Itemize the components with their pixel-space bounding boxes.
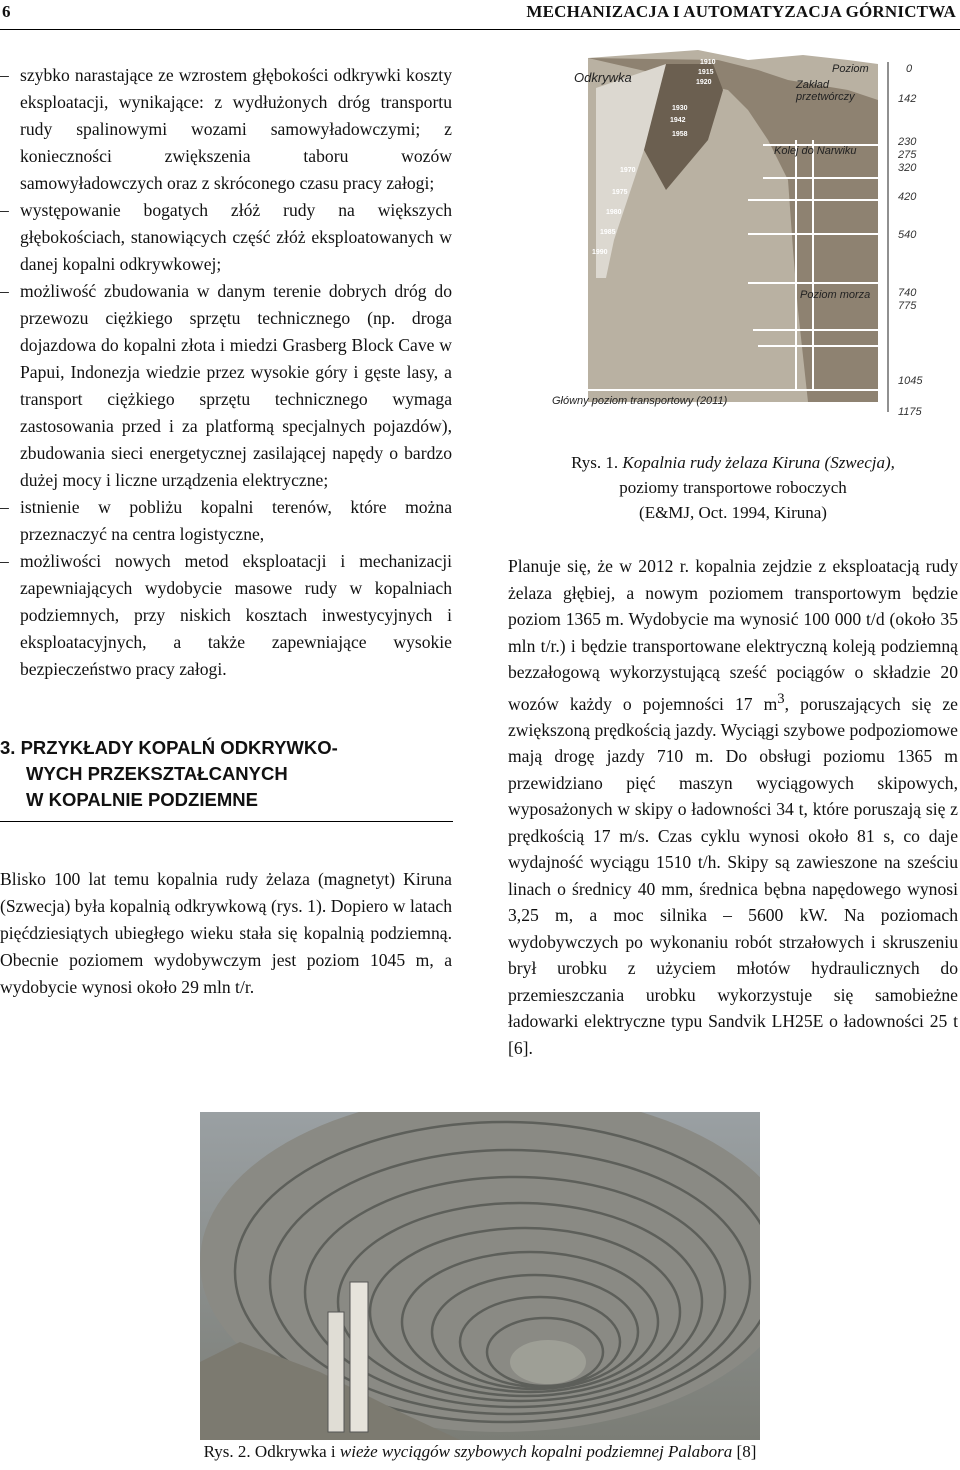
pit-floor (510, 1340, 586, 1384)
level-label: 775 (898, 300, 917, 312)
open-pit-photo (200, 1112, 760, 1440)
year-label: 1985 (600, 229, 616, 236)
list-item: – możliwości nowych metod eksploatacji i mechanizacji zapewniających wydobycie masowe rudy w kopalniach podziemnych, przy niskich kosztach inwestycyjnych i eksploatacyjnych, a także zapewniające wysokie bezpieczeństwo pracy załogi. (0, 551, 452, 679)
bullet-list (0, 62, 452, 683)
section-heading (0, 735, 453, 822)
main-level-label: Główny poziom transportowy (2011) (552, 395, 728, 407)
year-label: 1970 (620, 167, 636, 174)
body-paragraph: Blisko 100 lat temu kopalnia rudy żelaza (magnetyt) Kiruna (Szwecja) była kopalnią odkrywkową (rys. 1). Dopiero w latach pięćdziesiątych ubiegłego wieku stała się kopalnią podziemną. Obecnie poziomem wydobywczym jest poziom 1045 m, a wydobycie wynosi około 29 mln t/r. (0, 869, 452, 997)
sea-level-label: Poziom morza (800, 289, 871, 301)
level-label: 1175 (898, 406, 922, 418)
level-label: 230 (898, 136, 917, 148)
year-label: 1958 (672, 131, 688, 138)
section-heading-line: W KOPALNIE PODZIEMNE (26, 789, 258, 810)
level-header-label: Poziom (832, 63, 869, 75)
kiruna-cross-section-diagram (548, 50, 960, 422)
diagram-left-margin (548, 50, 588, 402)
year-label: 1930 (672, 105, 688, 112)
headframe-tower (328, 1312, 344, 1432)
plant-label: Zakład (796, 79, 830, 91)
level-label: 320 (898, 162, 917, 174)
level-label: 540 (898, 229, 917, 241)
right-column (508, 50, 958, 1061)
open-pit-label: Odkrywka (574, 70, 632, 85)
list-item: – istnienie w pobliżu kopalni terenów, które można przeznaczyć na centra logistyczne, (0, 497, 452, 544)
left-column (0, 62, 452, 1001)
level-label: 0 (906, 63, 913, 75)
plant-label: przetwórczy (796, 91, 855, 103)
year-label: 1942 (670, 117, 686, 124)
figure-kiruna-diagram (548, 50, 960, 422)
section-heading-line: WYCH PRZEKSZTAŁCANYCH (26, 763, 288, 784)
list-item: – występowanie bogatych złóż rudy na większych głębokościach, stanowiących część złóż eksploatowanych w danej kopalni odkrywkowej; (0, 200, 452, 274)
figure-palabora-photo (200, 1112, 760, 1440)
year-label: 1920 (696, 79, 712, 86)
year-label: 1910 (700, 59, 716, 66)
section-heading-line: 3. PRZYKŁADY KOPALŃ ODKRYWKO- (0, 737, 338, 758)
figure2-caption: Rys. 2. Odkrywka i wieże wyciągów szybowych kopalni podziemnej Palabora [8] (203, 1442, 757, 1461)
level-label: 1045 (898, 375, 923, 387)
year-label: 1915 (698, 69, 714, 76)
body-paragraph: Planuje się, że w 2012 r. kopalnia zejdzie z eksploatacją rudy żelaza głębiej, a nowym poziomem transportowym będzie poziom 1365 m. Wydobycie ma wynosić 100 000 t/d (około 35 mln t/r.) i będzie transportowane elektryczną koleją podziemną bezzałogową wykorzystującą sześć pociągów o składzie 20 wozów każdy o pojemności 17 $m^3$, poruszających się ze zwiększoną prędkością jazdy. Wyciągi szybowe podpoziomowe mają drogę jazdy 710 m. Do obsługi poziomu 1365 m przewidziano pięć maszyn wyciągowych skipowych, wyposażonych w skipy o ładowności 34 t, które poruszają się z prędkością 17 m/s. Czas cyklu wynosi około 81 s, co daje wydajność wyciągu 1510 t/h. Skipy są zawieszone na sześciu linach o średnicy 40 mm, średnica bębna napędowego wynosi 3,25 m, a moc silnika – 5600 kW. Na poziomach wydobywczych po wykonaniu robót strzałowych i skruszeniu brył urobku z użyciem młotów hydraulicznych do przemieszczania urobku wykorzystuje się samobieżne ładowarki elektryczne typu Sandvik LH25E o ładowności 25 t [6]. (508, 556, 958, 1058)
list-item: – możliwość zbudowania w danym terenie dobrych dróg do przewozu ciężkiego sprzętu technicznego (np. droga dojazdowa do kopalni złota i miedzi Grasberg Block Cave w Papui, Indonezja wiedzie przez wysokie góry i gęste lasy, a transport ciężkiego sprzętu technicznego wymaga zastosowania przed i za platformą specjalnych pojazdów), zbudowania sieci energetycznej zasilającej napędy o bardzo dużej mocy i liczne urządzenia elektryczne; (0, 281, 452, 490)
level-label: 740 (898, 287, 917, 299)
railway-label: Kolej do Narwiku (774, 145, 857, 157)
year-label: 1990 (592, 249, 608, 256)
list-item: – szybko narastające ze wzrostem głębokości odkrywki koszty eksploatacji, wynikające: z wydłużonych dróg transportu rudy spalinowymi wozami samowyładowczymi; z konieczności zwiększenia taboru wozów samowyładowczych oraz z skróconego czasu pracy załogi; (0, 65, 452, 193)
year-label: 1980 (606, 209, 622, 216)
page-header (0, 0, 960, 30)
year-label: 1975 (612, 189, 628, 196)
level-label: 142 (898, 93, 917, 105)
level-label: 275 (898, 149, 917, 161)
level-label: 420 (898, 191, 917, 203)
figure1-caption: Rys. 1. Kopalnia rudy żelaza Kiruna (Szwecja), poziomy transportowe roboczych (E&MJ, Oct. 1994, Kiruna) (571, 453, 895, 522)
headframe-tower (350, 1282, 368, 1432)
running-title: MECHANIZACJA I AUTOMATYZACJA GÓRNICTWA (526, 2, 956, 21)
page-number: 6 (2, 2, 11, 21)
